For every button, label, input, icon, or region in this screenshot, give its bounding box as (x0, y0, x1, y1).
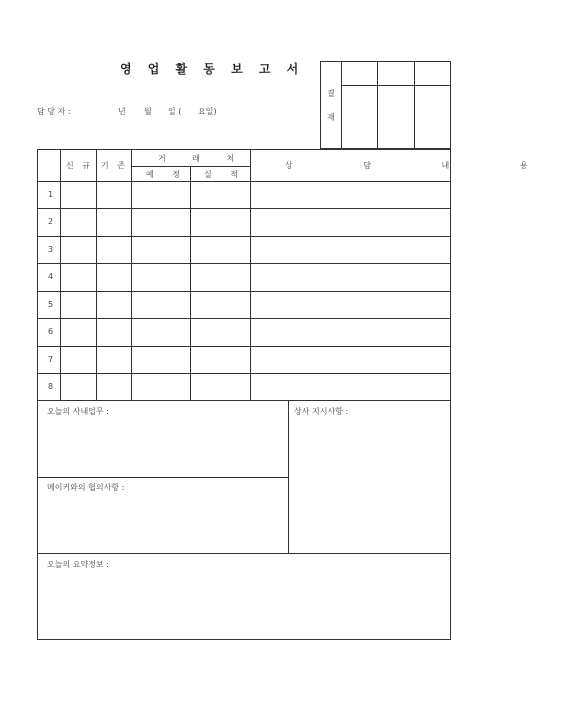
approval-divider (414, 62, 415, 148)
row-divider (38, 208, 450, 209)
column-divider (250, 150, 251, 400)
date-year-label: 년 (118, 107, 126, 116)
approval-divider (341, 85, 450, 86)
approval-box (320, 61, 451, 149)
date-month-label: 월 (144, 107, 152, 116)
approval-char: 재 (327, 113, 335, 122)
notes-divider (38, 553, 450, 554)
date-weekday-label: 요일) (198, 107, 217, 116)
notes-section (37, 400, 451, 640)
row-divider (38, 318, 450, 319)
row-divider (38, 346, 450, 347)
header-existing: 기 존 (101, 161, 128, 170)
internal-work-label: 오늘의 사내업무 : (47, 407, 109, 416)
column-divider (96, 150, 97, 400)
row-number: 2 (48, 217, 54, 226)
row-number: 1 (48, 190, 54, 199)
row-divider (38, 263, 450, 264)
row-number: 8 (48, 382, 54, 391)
header-actual: 실 적 (204, 170, 246, 179)
manager-label: 담 당 자 : (37, 107, 71, 116)
row-number: 6 (48, 327, 54, 336)
row-number: 3 (48, 245, 54, 254)
summary-info-label: 오늘의 요약정보 : (47, 560, 109, 569)
notes-divider (38, 477, 288, 478)
header-plan: 예 정 (146, 170, 188, 179)
header-client: 거 래 처 (158, 154, 247, 163)
notes-divider (288, 400, 289, 553)
row-divider (38, 236, 450, 237)
header-new: 신 규 (66, 161, 93, 170)
activity-table (37, 149, 562, 401)
approval-divider (377, 62, 378, 148)
column-divider (60, 150, 61, 400)
row-divider (38, 181, 450, 182)
boss-instructions-label: 상사 지시사항 : (294, 407, 349, 416)
header-divider (131, 166, 250, 167)
document-title: 영 업 활 동 보 고 서 (120, 62, 305, 76)
date-day-label: 일 ( (168, 107, 182, 116)
approval-char: 결 (327, 89, 335, 98)
row-number: 4 (48, 272, 54, 281)
approval-divider (341, 62, 342, 148)
row-divider (38, 373, 450, 374)
row-number: 5 (48, 300, 54, 309)
column-divider (190, 166, 191, 400)
row-divider (38, 291, 450, 292)
header-content: 상 담 내 용 (285, 161, 562, 170)
maker-discussion-label: 메이커와의 협의사항 : (47, 483, 125, 492)
column-divider (131, 150, 132, 400)
row-number: 7 (48, 355, 54, 364)
